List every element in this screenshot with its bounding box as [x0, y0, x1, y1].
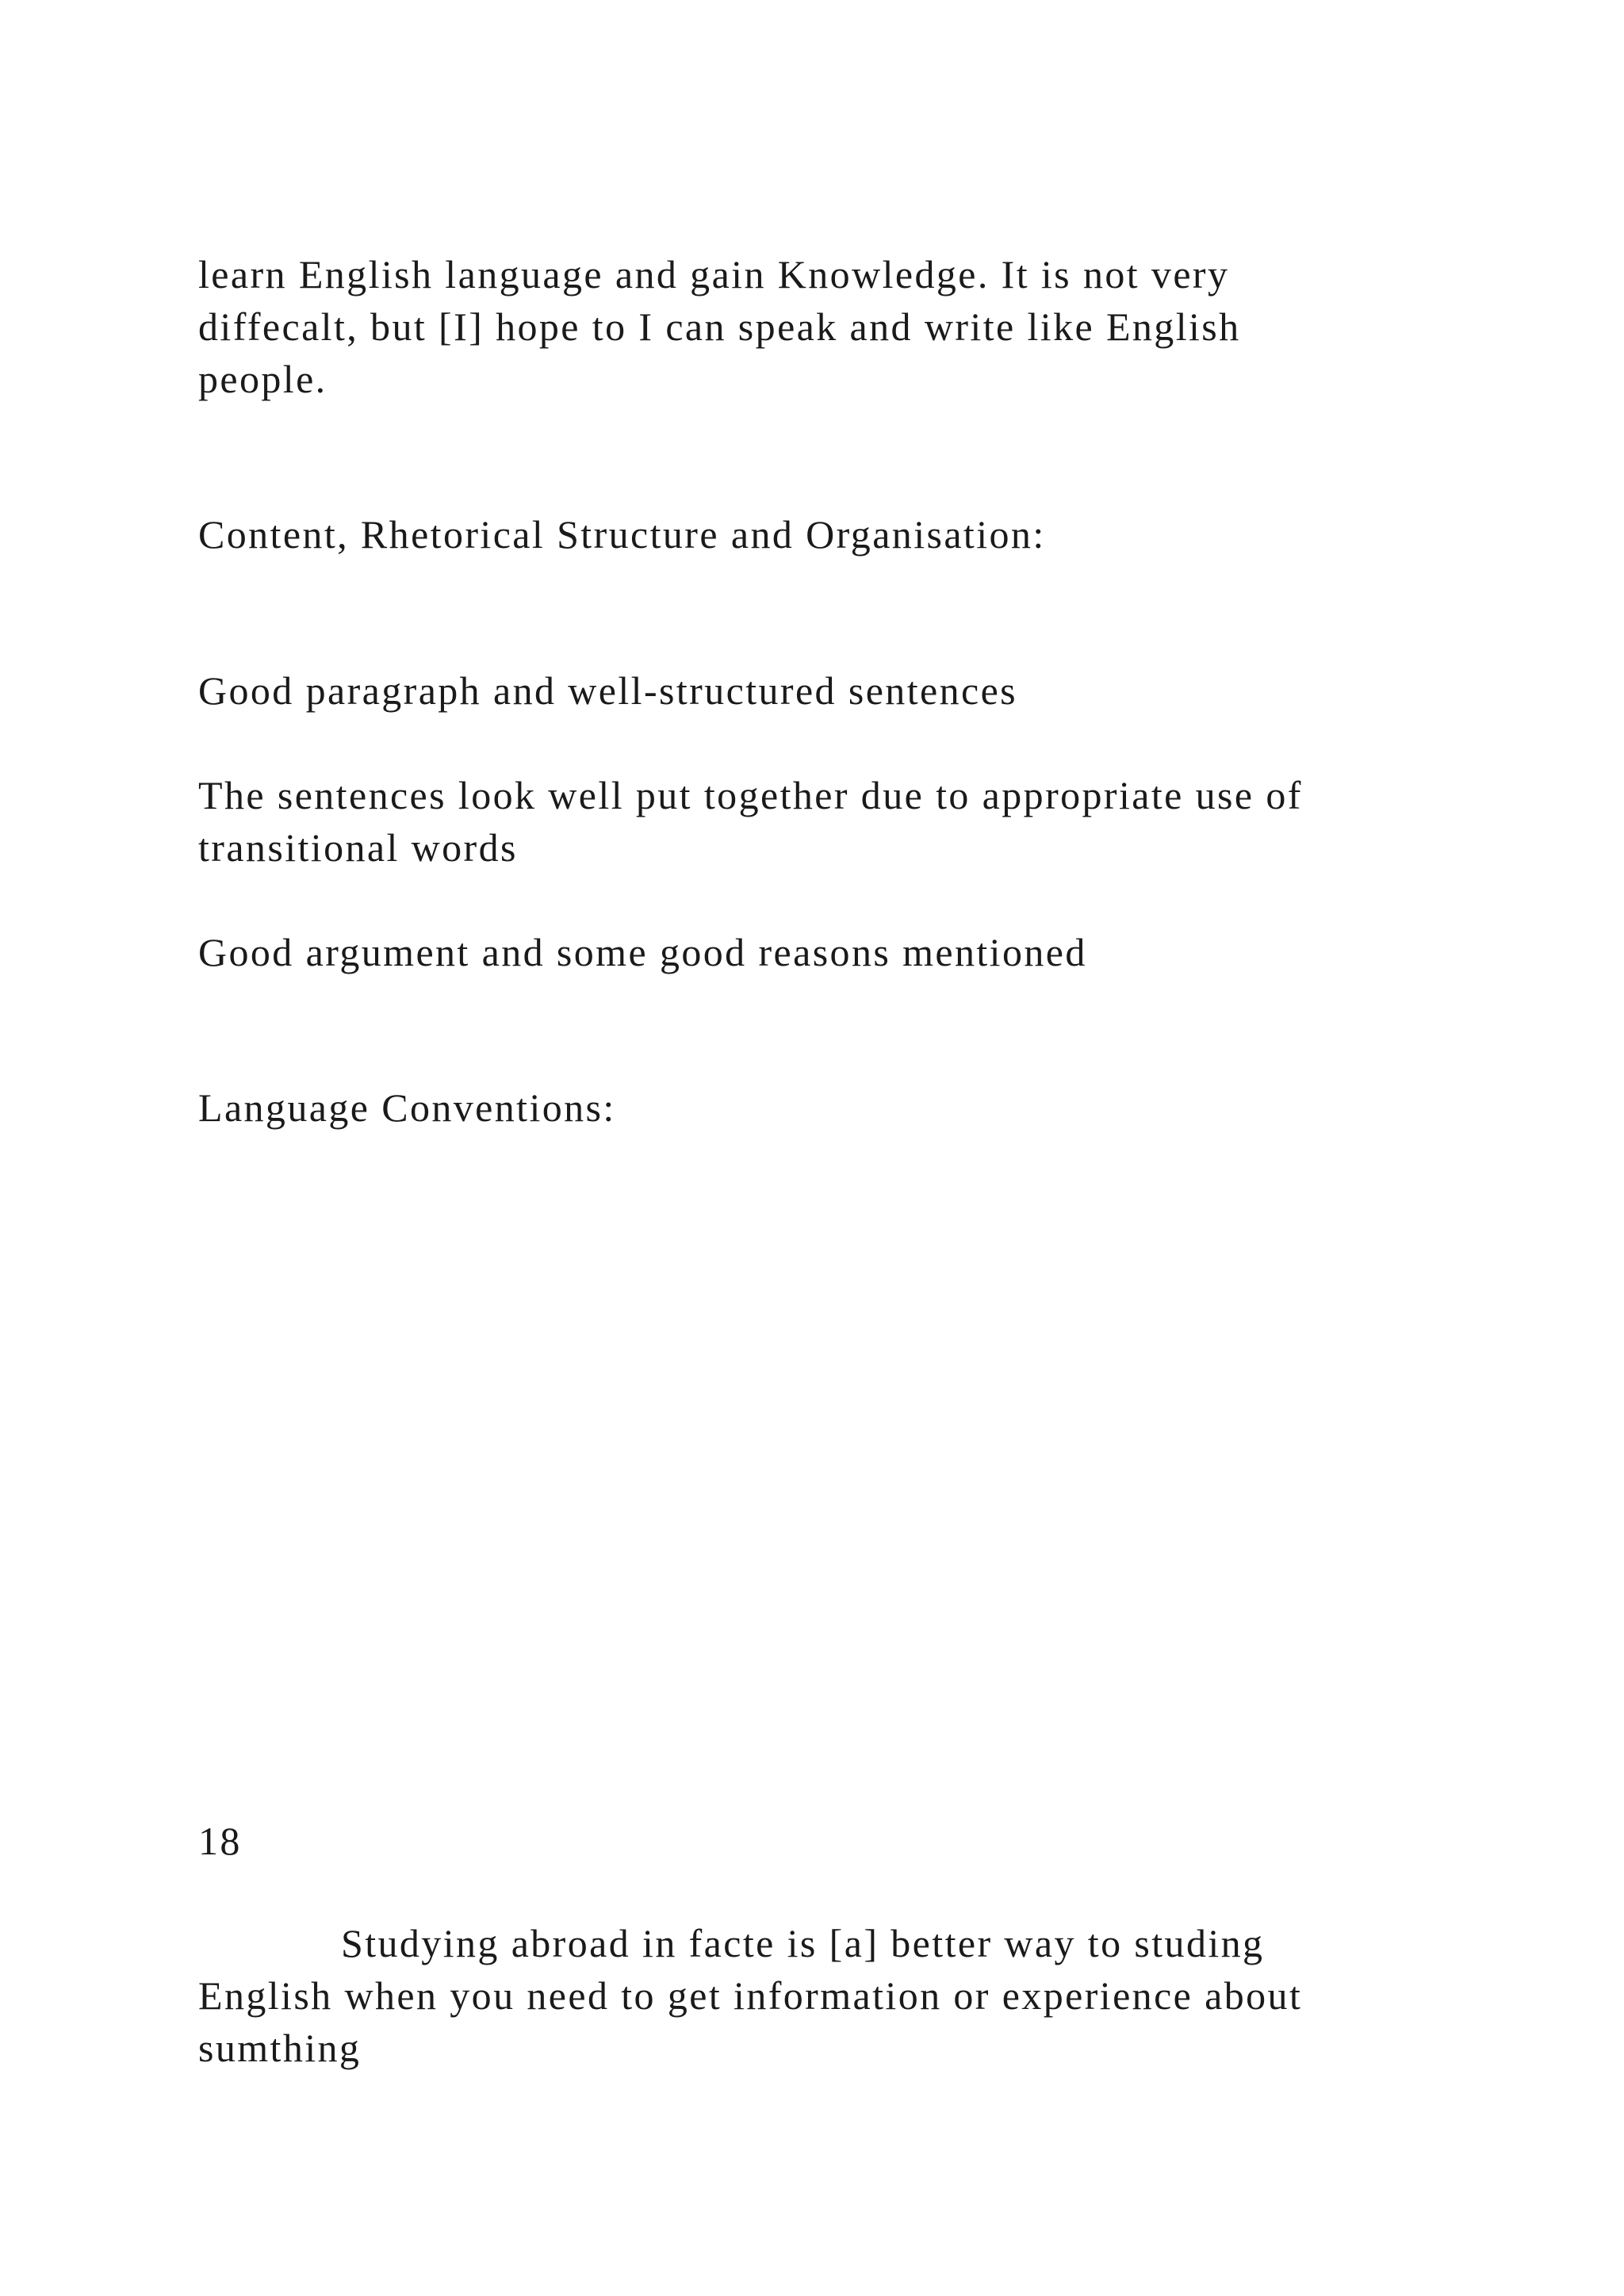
paragraph-2-line-2: English when you need to get information or experience about [198, 1973, 1303, 2018]
comment-transitional-words-line-2: transitional words [198, 825, 518, 870]
heading-content-structure: Content, Rhetorical Structure and Organisation: [198, 512, 1046, 557]
paragraph-1-line-2: diffecalt, but [I] hope to I can speak and write like English [198, 304, 1241, 349]
comment-paragraph-structure: Good paragraph and well-structured sentences [198, 668, 1018, 713]
paragraph-1-line-1: learn English language and gain Knowledge. It is not very [198, 252, 1230, 297]
paragraph-2-line-1: Studying abroad in facte is [a] better way to studing [341, 1921, 1265, 1965]
page-number: 18 [198, 1819, 242, 1863]
heading-language-conventions: Language Conventions: [198, 1085, 616, 1130]
comment-transitional-words-line-1: The sentences look well put together due to appropriate use of [198, 773, 1303, 817]
paragraph-2-line-3: sumthing [198, 2026, 362, 2070]
comment-argument: Good argument and some good reasons mentioned [198, 930, 1087, 974]
paragraph-1-line-3: people. [198, 357, 327, 401]
